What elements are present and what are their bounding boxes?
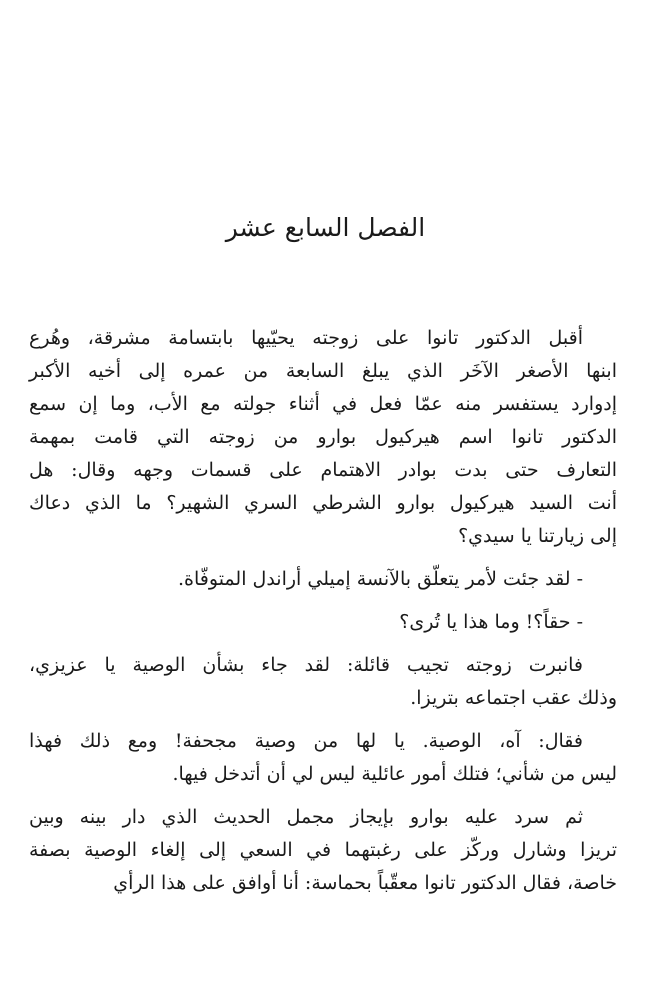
chapter-body xyxy=(29,322,617,910)
text-line: - حقاً؟! وما هذا يا تُرى؟ xyxy=(399,611,583,633)
paragraph xyxy=(29,606,617,639)
paragraph xyxy=(29,322,617,553)
paragraph xyxy=(29,649,617,715)
text-line: - لقد جئت لأمر يتعلّق بالآنسة إميلي أراندل المتوفّاة. xyxy=(178,568,583,590)
text-line: إلى زيارتنا يا سيدي؟ xyxy=(458,525,617,547)
paragraph xyxy=(29,725,617,791)
chapter-title: الفصل السابع عشر xyxy=(225,213,426,242)
text-line: إدوارد يستفسر منه عمّا فعل في أثناء جولته مع الأب، وما إن سمع xyxy=(29,393,617,415)
text-line: الدكتور تانوا اسم هيركيول بوارو من زوجته التي قامت بمهمة xyxy=(29,426,617,448)
text-line: وذلك عقب اجتماعه بتريزا. xyxy=(410,687,617,709)
paragraph xyxy=(29,801,617,900)
paragraph xyxy=(29,563,617,596)
text-line: ثم سرد عليه بوارو بإيجاز مجمل الحديث الذي دار بينه وبين xyxy=(29,806,583,828)
text-line: أقبل الدكتور تانوا على زوجته يحيّيها بابتسامة مشرقة، وهُرع xyxy=(29,327,583,349)
text-line: أنت السيد هيركيول بوارو الشرطي السري الشهير؟ ما الذي دعاك xyxy=(29,492,617,514)
text-line: ابنها الأصغر الآخَر الذي يبلغ السابعة من عمره إلى أخيه الأكبر xyxy=(29,360,617,382)
text-line: فقال: آه، الوصية. يا لها من وصية مجحفة! ومع ذلك فهذا xyxy=(29,730,583,752)
text-line: ليس من شأني؛ فتلك أمور عائلية ليس لي أن أتدخل فيها. xyxy=(172,763,617,785)
text-line: خاصة، فقال الدكتور تانوا معقّباً بحماسة: أنا أوافق على هذا الرأي xyxy=(113,872,617,894)
text-line: فانبرت زوجته تجيب قائلة: لقد جاء بشأن الوصية يا عزيزي، xyxy=(29,654,583,676)
text-line: تريزا وشارل وركّز على رغبتهما في السعي إلى إلغاء الوصية بصفة xyxy=(29,839,617,861)
text-line: التعارف حتى بدت بوادر الاهتمام على قسمات وجهه وقال: هل xyxy=(29,459,617,481)
